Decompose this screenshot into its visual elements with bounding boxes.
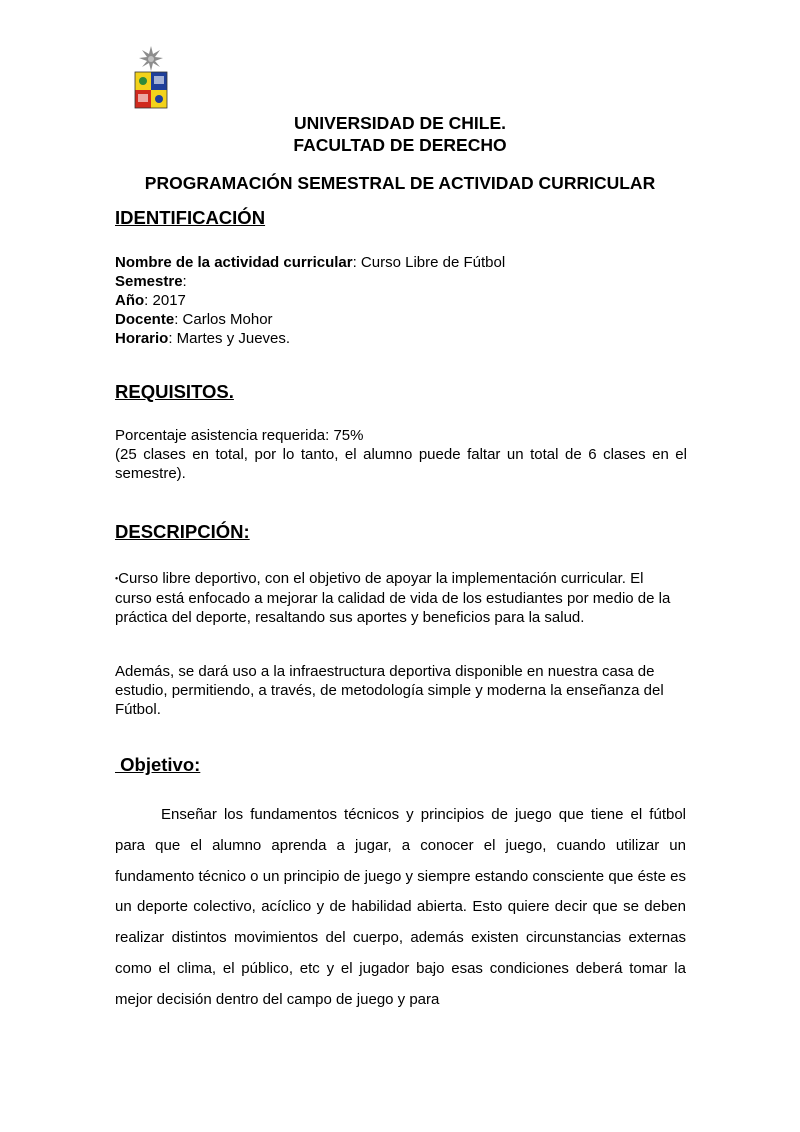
university-name: UNIVERSIDAD DE CHILE.	[294, 113, 506, 133]
field-semester	[115, 272, 187, 291]
field-value: : 2017	[144, 292, 186, 309]
description-text-1: Curso libre deportivo, con el objetivo de apoyar la implementación curricular. El curso está enfocado a mejorar la calidad de vida de los estudiantes por medio de la práctica del deporte, resaltando sus aportes y beneficios para la salud.	[115, 570, 671, 626]
field-value: :	[182, 273, 187, 290]
field-label: Horario	[115, 330, 169, 347]
field-activity-name	[115, 253, 505, 272]
star-emblem-icon	[139, 46, 163, 71]
description-paragraph-2: Además, se dará uso a la infraestructura deportiva disponible en nuestra casa de estudio, permitiendo, a través, de metodología simple y moderna la enseñanza del Fútbol.	[115, 663, 664, 718]
objective-heading: Objetivo:	[115, 754, 201, 775]
identification-heading: IDENTIFICACIÓN	[115, 207, 266, 228]
program-title: PROGRAMACIÓN SEMESTRAL DE ACTIVIDAD CURRICULAR	[144, 173, 656, 193]
field-label: Nombre de la actividad curricular	[115, 254, 353, 271]
field-value: : Martes y Jueves.	[168, 330, 291, 347]
faculty-name: FACULTAD DE DERECHO	[293, 135, 507, 155]
description-heading: DESCRIPCIÓN:	[115, 521, 250, 542]
shield-icon	[135, 72, 167, 108]
field-label: Año	[115, 292, 145, 309]
attendance-requirement: Porcentaje asistencia requerida: 75%	[115, 427, 364, 444]
requirements-heading: REQUISITOS.	[115, 381, 234, 402]
field-schedule	[115, 329, 290, 348]
university-logo	[132, 44, 170, 110]
field-teacher	[115, 310, 273, 329]
field-value: : Carlos Mohor	[174, 311, 273, 328]
bullet-icon: •	[115, 573, 119, 584]
field-label: Semestre	[115, 273, 183, 290]
field-year	[115, 291, 186, 310]
field-label: Docente	[115, 311, 175, 328]
field-value: : Curso Libre de Fútbol	[352, 254, 506, 271]
description-paragraph-1	[115, 569, 675, 627]
objective-paragraph: Enseñar los fundamentos técnicos y principios de juego que tiene el fútbol para que el alumno aprenda a jugar, a conocer el juego, cuando utilizar un fundamento técnico o un principio de juego y siempre estando consciente que éste es un deporte colectivo, acíclico y de habilidad abierta. Esto quiere decir que se deben realizar distintos movimientos del cuerpo, además existen circunstancias externas como el clima, el público, etc y el jugador bajo esas condiciones deberá tomar la mejor decisión dentro del campo de juego y para	[115, 806, 686, 1008]
attendance-detail: (25 clases en total, por lo tanto, el alumno puede faltar un total de 6 clases en el semestre).	[115, 446, 687, 482]
